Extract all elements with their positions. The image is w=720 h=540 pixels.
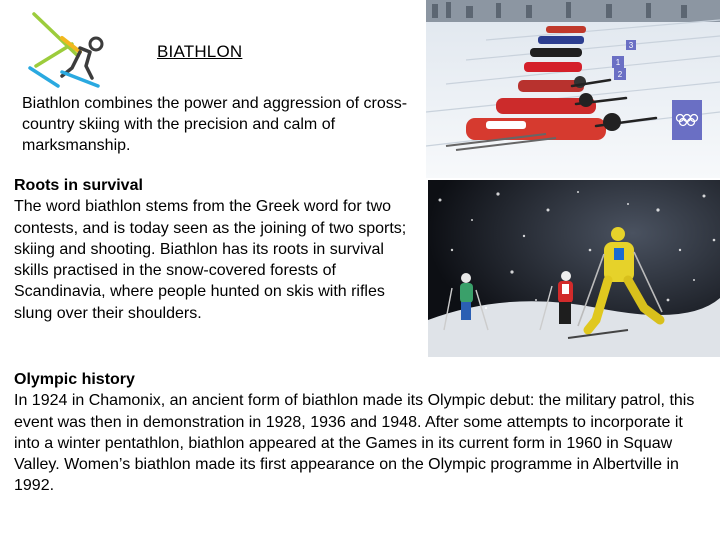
lane-marker-label: 2 <box>617 70 623 79</box>
page-title: BIATHLON <box>157 42 243 61</box>
section-olympic-history <box>14 369 704 497</box>
lane-marker-label: 1 <box>615 58 621 67</box>
biathletes-skiing-in-snow-photo <box>428 180 720 357</box>
intro-paragraph: Biathlon combines the power and aggression of cross-country skiing with the precision and calm of marksmanship. <box>22 95 408 154</box>
section-body: In 1924 in Chamonix, an ancient form of biathlon made its Olympic debut: the military patrol, this event was then in demonstration in 1928, 1936 and 1948. After some attempts to incorporate it into a winter pentathlon, biathlon appeared at the Games in its current form in 1960 in Squaw Valley. Women’s biathlon made its first appearance on the Olympic programme in Albertville in 1992. <box>14 392 695 495</box>
section-body: The word biathlon stems from the Greek word for two contests, and is today seen as the joining of two sports; skiing and shooting. Biathlon has its roots in survival skills practised in the snow-covered forests of Scandinavia, where people hunted on skis with rifles slung over their shoulders. <box>14 198 407 322</box>
biathletes-prone-shooting-photo <box>426 0 720 178</box>
section-roots-in-survival <box>14 175 419 324</box>
section-heading: Roots in survival <box>14 177 143 194</box>
lane-marker-label: 3 <box>628 41 634 50</box>
biathlon-pictogram-icon <box>22 6 108 92</box>
section-heading: Olympic history <box>14 371 135 388</box>
